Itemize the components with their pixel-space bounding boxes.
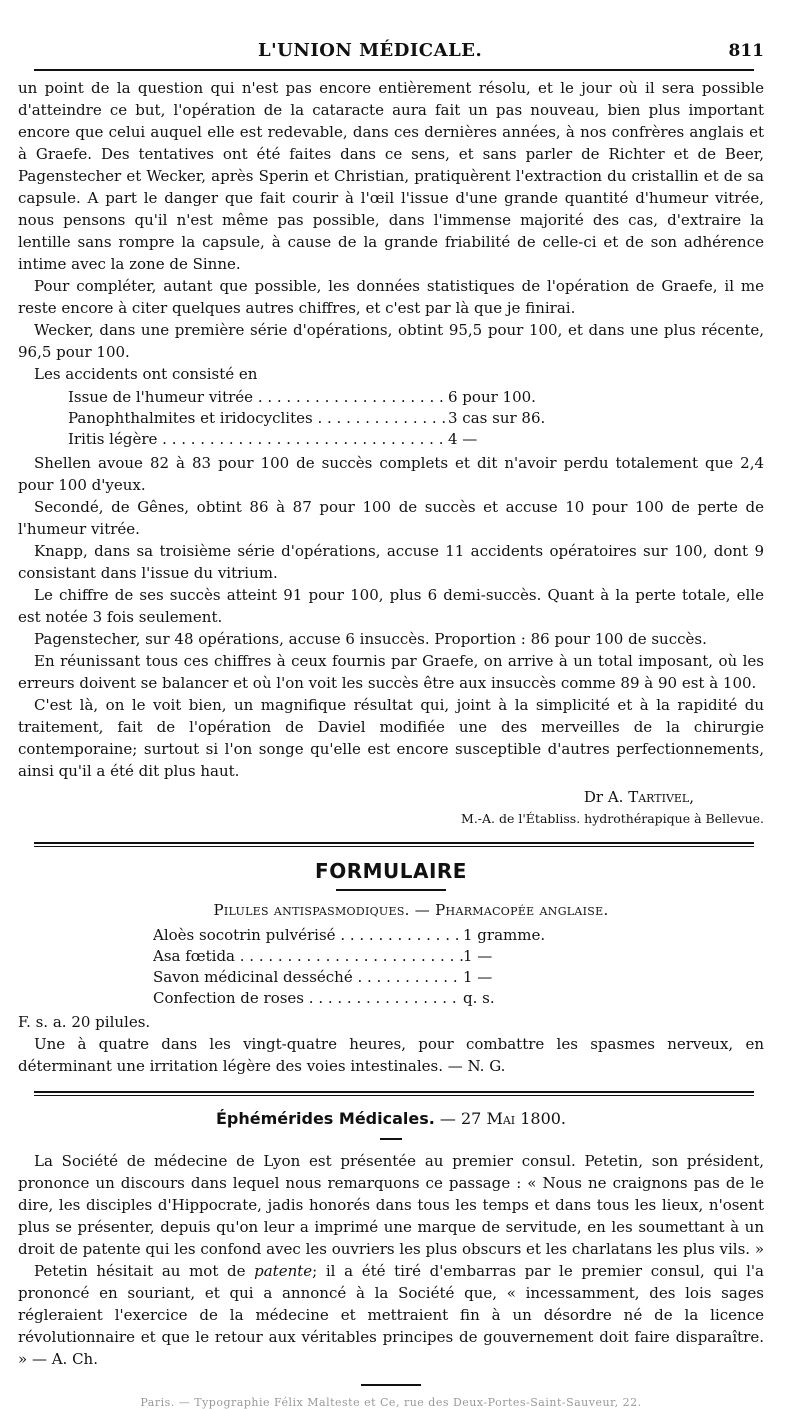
article-paragraph-7: Knapp, dans sa troisième série d'opérations, accuse 11 accidents opératoires sur 100, dont 9 consistant dans l'issue du vitrium. bbox=[18, 542, 764, 582]
author-signature bbox=[18, 786, 694, 808]
ephemerides-date-prefix: — 27 bbox=[434, 1109, 487, 1128]
ingredient-row bbox=[153, 925, 764, 946]
stat-label: Iritis légère . . . bbox=[68, 429, 448, 450]
page-header bbox=[18, 40, 764, 61]
ephemerides-year: 1800. bbox=[515, 1109, 567, 1128]
ingredient-list bbox=[153, 925, 764, 1009]
formulaire-section bbox=[18, 859, 764, 1077]
formulaire-title: FORMULAIRE bbox=[315, 859, 467, 883]
stat-value: 6 pour 100. bbox=[448, 388, 536, 406]
ephemerides-paragraph-2 bbox=[18, 1260, 764, 1370]
ephemerides-text: ; il a été tiré d'embarras par le premier consul, qui l'a prononcé en souriant, et qui a annoncé à la Société que, « incessamment, des lois sages régleraient l'exercice de la médecine et mettraient fin à un désordre né de la licence révolutionnaire et que le retour aux véritables principes de gouvernement doit faire disparaître. » — A. Ch. bbox=[18, 1262, 764, 1368]
article-paragraph-1: un point de la question qui n'est pas encore entièrement résolu, et le jour où il sera possible d'atteindre ce but, l'opération de la cataracte aura fait un pas nouveau, bien plus important encore que celui auquel elle est redevable, dans ces dernières années, à nos confrères anglais et à Graefe. Des tentatives ont été faites dans ce sens, et sans parler de Richter et de Beer, Pagenstecher et Wecker, après Sperin et Christian, pratiquèrent l'extraction du cristallin et de sa capsule. A part le danger que fait courir à l'œil l'issue d'une grande quantité d'humeur vitrée, nous pensons qu'il n'est même pas possible, dans l'immense majorité des cas, d'extraire la lentille sans rompre la capsule, à cause de la grande friabilité de celle-ci et de son adhérence intime avec la zone de Sinne. bbox=[18, 79, 764, 273]
stat-row bbox=[68, 408, 764, 429]
stat-row bbox=[68, 429, 764, 450]
section-divider bbox=[34, 1091, 754, 1096]
ingredient-name: Asa fœtida . . . bbox=[153, 946, 463, 967]
ingredient-quantity: 1 — bbox=[463, 968, 493, 986]
ephemerides-text: Petetin hésitait au mot de bbox=[34, 1262, 255, 1280]
article-body bbox=[18, 77, 764, 828]
stat-label: Issue de l'humeur vitrée . . . bbox=[68, 387, 448, 408]
ingredient-row bbox=[153, 946, 764, 967]
end-rule bbox=[361, 1384, 421, 1386]
article-paragraph-2: Pour compléter, autant que possible, les données statistiques de l'opération de Graefe, il me reste encore à citer quelques autres chiffres, et c'est par là que je finirai. bbox=[18, 277, 764, 317]
ephemerides-italic-word: patente bbox=[254, 1262, 313, 1280]
page-number: 811 bbox=[728, 41, 764, 61]
ingredient-name: Confection de roses . . . bbox=[153, 988, 463, 1009]
article-paragraph-8: Le chiffre de ses succès atteint 91 pour 100, plus 6 demi-succès. Quant à la perte totale, elle est notée 3 fois seulement. bbox=[18, 586, 764, 626]
ingredient-quantity: 1 — bbox=[463, 947, 493, 965]
signature-prefix: Dr A. bbox=[583, 788, 629, 806]
recipe-title: Pilules antispasmodiques. — Pharmacopée anglaise. bbox=[213, 901, 609, 919]
ingredient-name: Savon médicinal desséché . . . bbox=[153, 967, 463, 988]
article-paragraph-10: En réunissant tous ces chiffres à ceux fournis par Graefe, on arrive à un total imposant, où les erreurs doivent se balancer et où l'on voit les succès être aux insuccès comme 89 à 90 est à 100. bbox=[18, 652, 764, 692]
ingredient-name: Aloès socotrin pulvérisé . . . bbox=[153, 925, 463, 946]
stat-row bbox=[68, 387, 764, 408]
ephemerides-rule bbox=[380, 1138, 402, 1140]
ephemerides-title bbox=[18, 1108, 764, 1130]
ingredient-row bbox=[153, 967, 764, 988]
journal-title: L'UNION MÉDICALE. bbox=[258, 40, 483, 61]
recipe-instructions: Une à quatre dans les vingt-quatre heures, pour combattre les spasmes nerveux, en déterminant une irritation légère des voies intestinales. — N. G. bbox=[18, 1035, 764, 1075]
formulaire-rule bbox=[336, 889, 446, 891]
stat-label: Panophthalmites et iridocyclites . . . bbox=[68, 408, 448, 429]
ingredient-quantity: q. s. bbox=[463, 989, 495, 1007]
recipe-fsa: F. s. a. 20 pilules. bbox=[18, 1013, 151, 1031]
author-affiliation: M.-A. de l'Établiss. hydrothérapique à Bellevue. bbox=[461, 811, 764, 826]
article-paragraph-3: Wecker, dans une première série d'opérations, obtint 95,5 pour 100, et dans une plus récente, 96,5 pour 100. bbox=[18, 321, 764, 361]
stat-value: 3 cas sur 86. bbox=[448, 409, 546, 427]
section-divider bbox=[34, 842, 754, 847]
header-rule bbox=[34, 69, 754, 71]
ingredient-row bbox=[153, 988, 764, 1009]
article-paragraph-9: Pagenstecher, sur 48 opérations, accuse 6 insuccès. Proportion : 86 pour 100 de succès. bbox=[34, 630, 707, 648]
article-paragraph-5: Shellen avoue 82 à 83 pour 100 de succès complets et dit n'avoir perdu totalement que 2,4 pour 100 d'yeux. bbox=[18, 454, 764, 494]
article-paragraph-4: Les accidents ont consisté en bbox=[34, 365, 258, 383]
printer-footer: Paris. — Typographie Félix Malteste et Ce, rue des Deux-Portes-Saint-Sauveur, 22. bbox=[140, 1396, 642, 1409]
ephemerides-paragraph-1: La Société de médecine de Lyon est présentée au premier consul. Petetin, son président, prononce un discours dans lequel nous remarquons ce passage : « Nous ne craignons pas de le dire, les disciples d'Hippocrate, jadis honorés dans tous les temps et dans tous les lieux, n'osent plus se présenter, depuis qu'on leur a imprimé une marque de servitude, en les soumettant à un droit de patente qui les confond avec les ouvriers les plus obscurs et les charlatans les plus vils. » bbox=[18, 1152, 765, 1258]
article-paragraph-6: Secondé, de Gênes, obtint 86 à 87 pour 100 de succès et accuse 10 pour 100 de perte de l'humeur vitrée. bbox=[18, 498, 764, 538]
ephemerides-heading: Éphémérides Médicales. bbox=[215, 1109, 435, 1128]
ingredient-quantity: 1 gramme. bbox=[463, 926, 546, 944]
signature-name: Tartivel, bbox=[628, 788, 694, 806]
ephemerides-section bbox=[18, 1108, 764, 1386]
article-paragraph-11: C'est là, on le voit bien, un magnifique résultat qui, joint à la simplicité et à la rapidité du traitement, fait de l'opération de Daviel modifiée une des merveilles de la chirurgie contemporaine; surtout si l'on songe qu'elle est encore susceptible d'autres perfectionnements, ainsi qu'il a été dit plus haut. bbox=[18, 696, 764, 780]
stat-value: 4 — bbox=[448, 430, 478, 448]
ephemerides-month: Mai bbox=[486, 1109, 516, 1128]
accident-stats-table bbox=[68, 387, 764, 450]
